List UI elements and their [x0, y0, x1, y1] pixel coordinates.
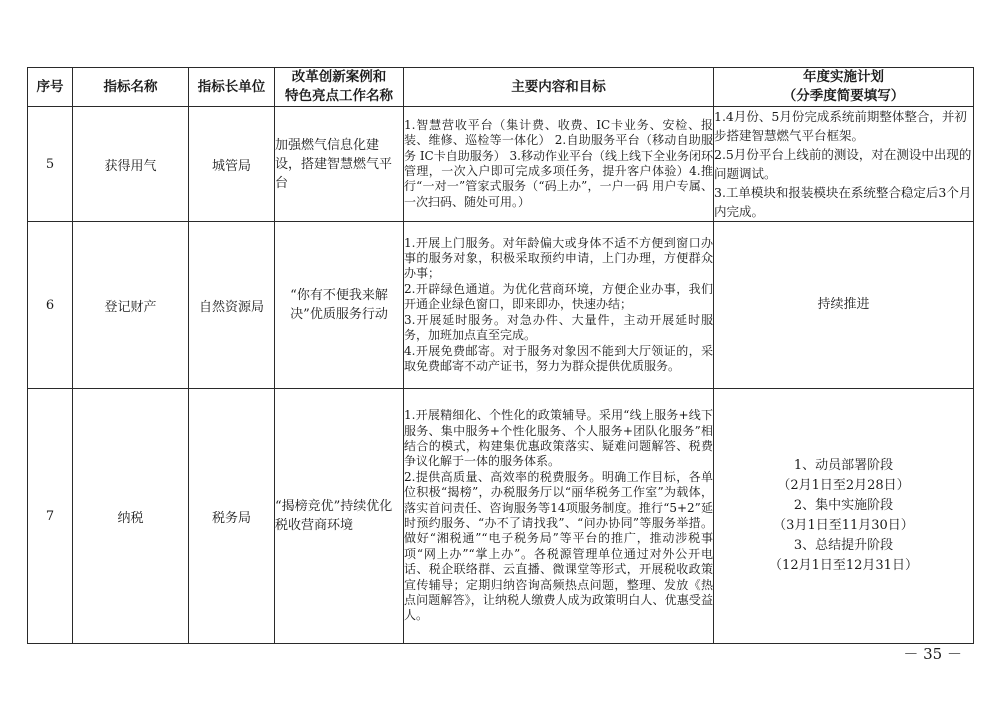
row-content: 1.智慧营收平台（集计费、收费、IC卡业务、安检、报装、维修、巡检等一体化） 2.自助服务平台（移动自助服务 IC卡自助服务） 3.移动作业平台（线上线下全业务闭环管理，一次入户即可完成多项任务，提升客户体验）4.推行“一对一”管家式服务（“码上办”，一户一码 用户专属、一次扫码、随处可用。） — [404, 107, 714, 222]
header-innovation — [275, 68, 404, 107]
table-row — [28, 222, 974, 389]
row-content — [404, 389, 714, 644]
header-content: 主要内容和目标 — [404, 68, 714, 107]
header-plan — [714, 68, 974, 107]
header-innovation-line2: 特色亮点工作名称 — [285, 88, 393, 104]
header-seq: 序号 — [28, 68, 73, 107]
row-seq: 6 — [28, 222, 73, 389]
row-innovation: 加强燃气信息化建设，搭建智慧燃气平台 — [275, 107, 404, 222]
row-lead-unit: 城管局 — [189, 107, 275, 222]
content-item: 1.开展上门服务。对年龄偏大或身体不适不方便到窗口办事的服务对象，积极采取预约申请，上门办理，方便群众办事； — [404, 235, 713, 281]
plan-item: （3月1日至11月30日） — [773, 518, 914, 533]
table-row — [28, 107, 974, 222]
content-item: 2.开辟绿色通道。为优化营商环境，方便企业办事，我们开通企业绿色窗口，即来即办，快速办结； — [404, 281, 713, 312]
row-content — [404, 222, 714, 389]
header-indicator: 指标名称 — [73, 68, 189, 107]
row-indicator: 登记财产 — [73, 222, 189, 389]
row-indicator: 获得用气 — [73, 107, 189, 222]
content-item: 4.开展免费邮寄。对于服务对象因不能到大厅领证的，采取免费邮寄不动产证书，努力为群众提供优质服务。 — [404, 343, 713, 373]
content-item: 1.开展精细化、个性化的政策辅导。采用“线上服务+线下服务、集中服务+个性化服务、个人服务+团队化服务”相结合的模式，构建集优惠政策落实、疑难问题解答、税费争议化解于一体的服务体系。 — [404, 408, 713, 469]
plan-item: 3.工单模块和报装模块在系统整合稳定后3个月内完成。 — [714, 185, 972, 219]
row-plan: 持续推进 — [714, 222, 974, 389]
header-row — [28, 68, 974, 107]
header-plan-line2: （分季度简要填写） — [782, 88, 905, 104]
row-seq: 7 — [28, 389, 73, 644]
row-lead-unit: 自然资源局 — [189, 222, 275, 389]
header-plan-line1: 年度实施计划 — [803, 69, 884, 85]
row-seq: 5 — [28, 107, 73, 222]
plan-item: 1.4月份、5月份完成系统前期整体整合，并初步搭建智慧燃气平台框架。 — [714, 109, 967, 143]
content-item: 2.提供高质量、高效率的税费服务。明确工作目标，各单位积极“揭榜”，办税服务厅以“丽华税务工作室”为载体，落实首问责任、咨询服务等14项服务制度。推行“5+2”延时预约服务、“办不了请找我”、“问办协同”等服务举措。做好“湘税通”“电子税务局”等平台的推广，推动涉税事项“网上办”“掌上办”。各税源管理单位通过对外公开电话、税企联络群、云直播、微课堂等形式，开展税收政策宣传辅导；定期归纳咨询高频热点问题，整理、发放《热点问题解答》，让纳税人缴费人成为政策明白人、优惠受益人。 — [404, 469, 713, 623]
page-number: － 35 － — [903, 645, 962, 663]
plan-item: 3、总结提升阶段 — [793, 538, 894, 553]
row-plan — [714, 107, 974, 222]
header-lead-unit: 指标长单位 — [189, 68, 275, 107]
row-indicator: 纳税 — [73, 389, 189, 644]
row-lead-unit: 税务局 — [189, 389, 275, 644]
plan-item: （12月1日至12月31日） — [769, 558, 918, 573]
plan-item: 1、动员部署阶段 — [793, 458, 894, 473]
table-row — [28, 389, 974, 644]
indicator-table — [27, 67, 974, 644]
row-innovation: “揭榜竞优”持续优化税收营商环境 — [275, 389, 404, 644]
row-plan — [714, 389, 974, 644]
content-item: 3.开展延时服务。对急办件、大量件，主动开展延时服务，加班加点直至完成。 — [404, 312, 713, 343]
plan-item: 2.5月份平台上线前的测设，对在测设中出现的问题调试。 — [714, 147, 972, 181]
plan-item: （2月1日至2月28日） — [777, 478, 910, 493]
row-innovation: “你有不便我来解决”优质服务行动 — [275, 222, 404, 389]
plan-item: 2、集中实施阶段 — [793, 498, 894, 513]
header-innovation-line1: 改革创新案例和 — [291, 69, 387, 85]
